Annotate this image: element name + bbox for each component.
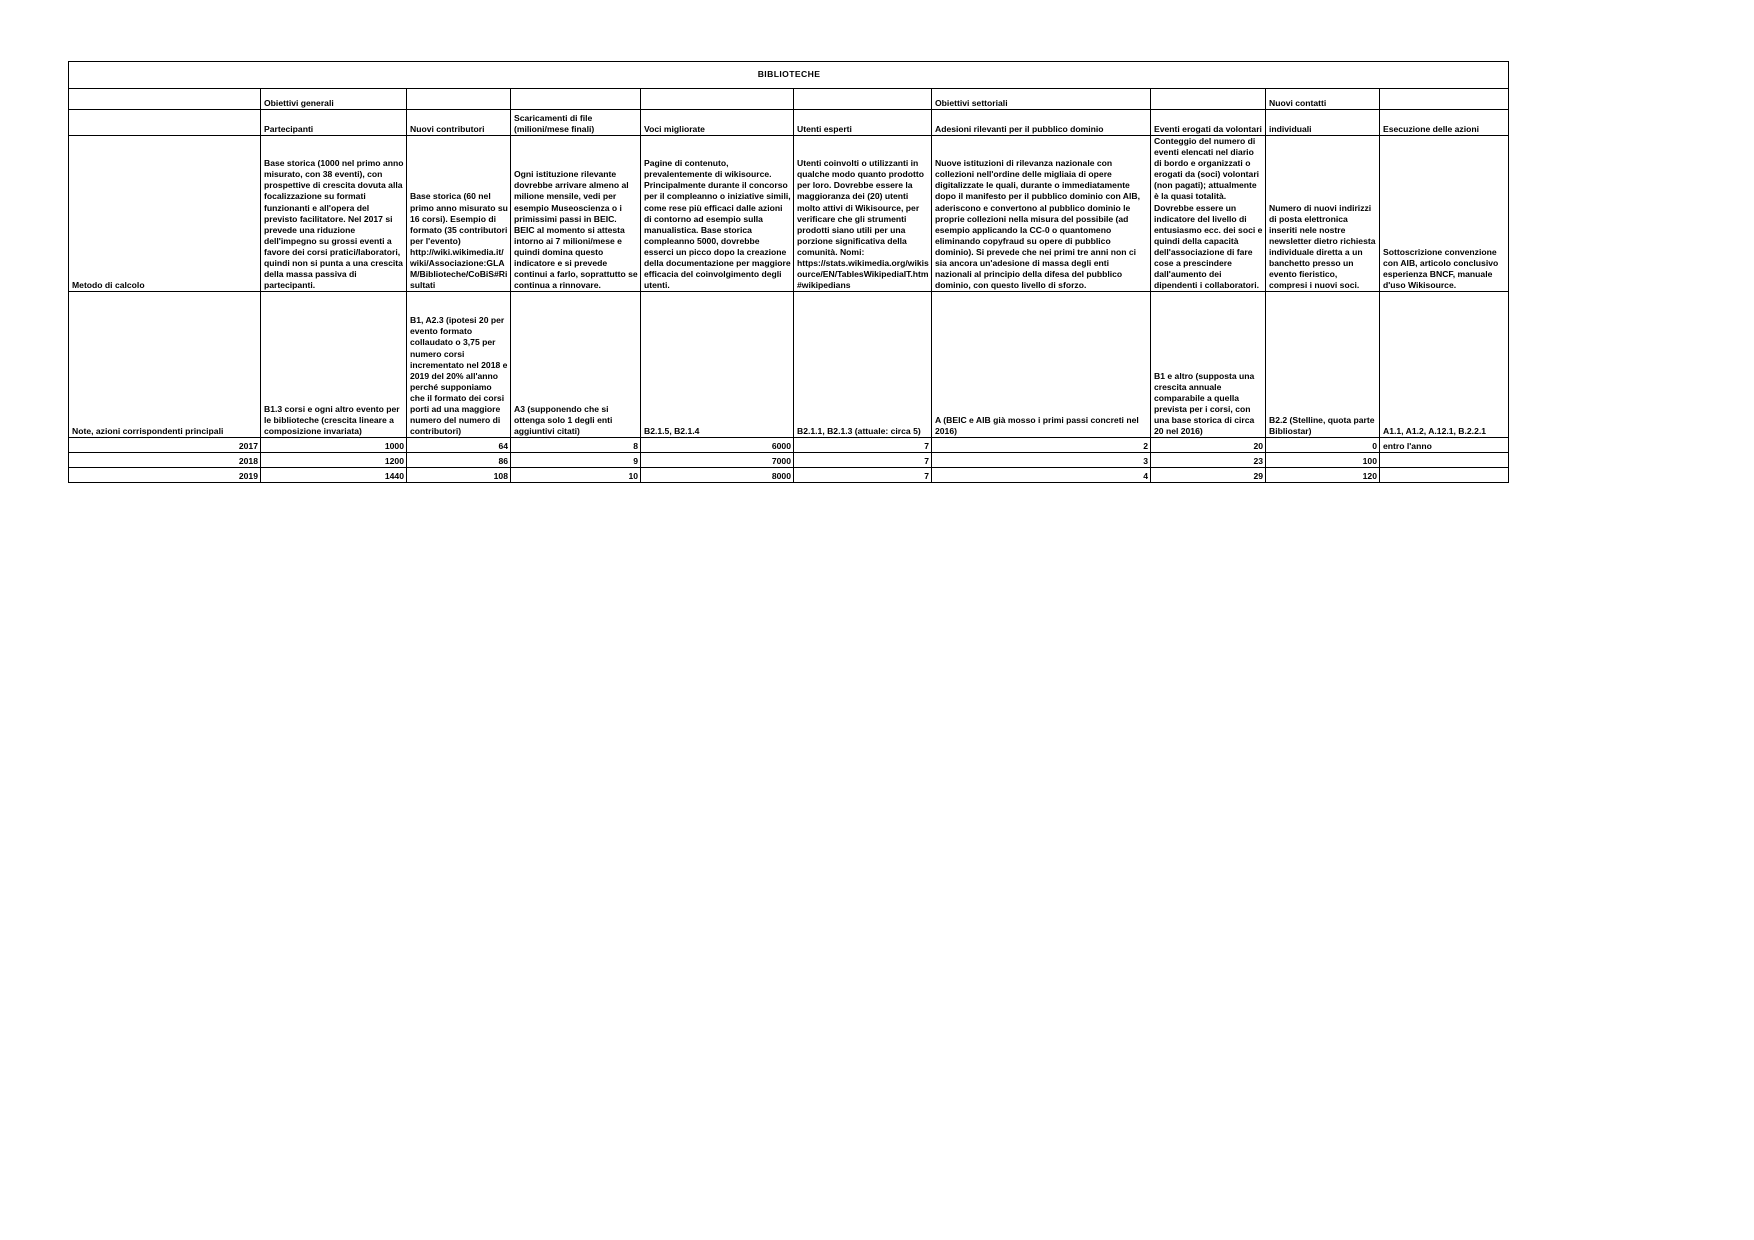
year-value-adesioni: 3 [932,453,1151,468]
year-value-utenti-esperti: 7 [794,453,932,468]
group-header-empty-4 [794,89,932,110]
column-header-eventi-volontari: Eventi erogati da volontari [1151,110,1266,136]
cell-metodo-voci-migliorate: Pagine di contenuto, prevalentemente di wikisource. Principalmente durante il concorso per il compleanno o iniziative simili, come rese più efficaci dalle azioni di contorno ad esempio sulla manualistica. Base storica compleanno 5000, dovrebbe esserci un picco dopo la creazione della documentazione per maggiore efficacia del coinvolgimento degli utenti. [641,136,794,292]
cell-note-adesioni: A (BEIC e AIB già mosso i primi passi concreti nel 2016) [932,292,1151,438]
table-row-note [69,292,1509,438]
spreadsheet-sheet [68,61,1508,483]
year-value-scaricamenti: 9 [511,453,641,468]
column-header-partecipanti: Partecipanti [261,110,407,136]
column-header-nuovi-contributori: Nuovi contributori [407,110,511,136]
table-row-year [69,468,1509,483]
year-value-nuovi-contributori: 86 [407,453,511,468]
group-header-empty-1 [407,89,511,110]
cell-metodo-esecuzione: Sottoscrizione convenzione con AIB, articolo conclusivo esperienza BNCF, manuale d'uso Wikisource. [1380,136,1509,292]
cell-metodo-scaricamenti: Ogni istituzione rilevante dovrebbe arrivare almeno al milione mensile, vedi per esempio Museoscienza o i primissimi passi in BEIC. BEIC al momento si attesta intorno ai 7 milioni/mese e quindi domina questo indicatore e si prevede continui a farlo, soprattutto se continua a rinnovare. [511,136,641,292]
year-value-scaricamenti: 10 [511,468,641,483]
year-value-eventi-volontari: 29 [1151,468,1266,483]
year-label: 2018 [69,453,261,468]
cell-note-partecipanti: B1.3 corsi e ogni altro evento per le biblioteche (crescita lineare a composizione invariata) [261,292,407,438]
cell-note-scaricamenti: A3 (supponendo che si ottenga solo 1 degli enti aggiuntivi citati) [511,292,641,438]
cell-metodo-nuovi-contributori: Base storica (60 nel primo anno misurato su 16 corsi). Esempio di formato (35 contributori per l'evento) http://wiki.wikimedia.it/wiki/Associazione:GLAM/Biblioteche/CoBiS#Risultati [407,136,511,292]
group-header-empty-6 [1380,89,1509,110]
cell-metodo-adesioni: Nuove istituzioni di rilevanza nazionale con collezioni nell'ordine delle migliaia di opere digitalizzate le quali, durante o immediatamente dopo il manifesto per il pubblico dominio con AIB, aderiscono e convertono al pubblico dominio le proprie collezioni nella misura del possibile (ad esempio applicando la CC-0 o quantomeno eliminando copyfraud su opere di pubblico dominio). Si prevede che nei primi tre anni non ci sia ancora un'adesione di massa degli enti nazionali al principio della difesa del pubblico dominio, con questo livello di sforzo. [932,136,1151,292]
column-header-utenti-esperti: Utenti esperti [794,110,932,136]
cell-note-utenti-esperti: B2.1.1, B2.1.3 (attuale: circa 5) [794,292,932,438]
group-header-obiettivi-settoriali: Obiettivi settoriali [932,89,1151,110]
cell-note-esecuzione: A1.1, A1.2, A.12.1, B.2.2.1 [1380,292,1509,438]
year-value-partecipanti: 1440 [261,468,407,483]
page-title: BIBLIOTECHE [69,62,1509,89]
column-header-scaricamenti: Scaricamenti di file (milioni/mese finali) [511,110,641,136]
year-value-nuovi-contributori: 108 [407,468,511,483]
year-value-esecuzione [1380,453,1509,468]
year-value-voci-migliorate: 7000 [641,453,794,468]
table-row-year [69,438,1509,453]
group-header-nuovi-contatti: Nuovi contatti [1266,89,1380,110]
group-header-empty-0 [69,89,261,110]
year-value-esecuzione: entro l'anno [1380,438,1509,453]
year-value-eventi-volontari: 23 [1151,453,1266,468]
biblioteche-table [68,61,1509,483]
group-header-empty-2 [511,89,641,110]
year-value-nuovi-contributori: 64 [407,438,511,453]
year-value-voci-migliorate: 6000 [641,438,794,453]
cell-metodo-contatti-individuali: Numero di nuovi indirizzi di posta elettronica inseriti nele nostre newsletter dietro richiesta individuale diretta a un banchetto presso un evento fieristico, compresi i nuovi soci. [1266,136,1380,292]
row-label-note: Note, azioni corrispondenti principali [69,292,261,438]
year-value-esecuzione [1380,468,1509,483]
cell-note-voci-migliorate: B2.1.5, B2.1.4 [641,292,794,438]
cell-note-nuovi-contributori: B1, A2.3 (ipotesi 20 per evento formato collaudato o 3,75 per numero corsi incrementato nel 2018 e 2019 del 20% all'anno perché supponiamo che il formato dei corsi porti ad una maggiore numero del numero di contributori) [407,292,511,438]
column-header-row-label [69,110,261,136]
year-label: 2019 [69,468,261,483]
group-header-obiettivi-generali: Obiettivi generali [261,89,407,110]
year-value-voci-migliorate: 8000 [641,468,794,483]
table-row-metodo-di-calcolo [69,136,1509,292]
column-header-esecuzione: Esecuzione delle azioni [1380,110,1509,136]
cell-note-contatti-individuali: B2.2 (Stelline, quota parte Bibliostar) [1266,292,1380,438]
column-header-row [69,110,1509,136]
year-value-eventi-volontari: 20 [1151,438,1266,453]
column-header-contatti-individuali: individuali [1266,110,1380,136]
row-label-metodo: Metodo di calcolo [69,136,261,292]
year-value-partecipanti: 1000 [261,438,407,453]
cell-metodo-utenti-esperti: Utenti coinvolti o utilizzanti in qualche modo quanto prodotto per loro. Dovrebbe essere la maggioranza dei (20) utenti molto attivi di Wikisource, per verificare che gli strumenti prodotti siano utili per una porzione significativa della comunità. Nomi: https://stats.wikimedia.org/wikisource/EN/TablesWikipediaIT.htm#wikipedians [794,136,932,292]
cell-note-eventi-volontari: B1 e altro (supposta una crescita annuale comparabile a quella prevista per i corsi, con una base storica di circa 20 nel 2016) [1151,292,1266,438]
table-row-year [69,453,1509,468]
column-header-adesioni: Adesioni rilevanti per il pubblico dominio [932,110,1151,136]
year-value-utenti-esperti: 7 [794,468,932,483]
cell-metodo-eventi-volontari: Conteggio del numero di eventi elencati nel diario di bordo e organizzati o erogati da (soci) volontari (non pagati); attualmente è la quasi totalità. Dovrebbe essere un indicatore del livello di entusiasmo ecc. dei soci e quindi della capacità dell'associazione di fare cose a prescindere dall'aumento dei dipendenti i collaboratori. [1151,136,1266,292]
year-value-adesioni: 2 [932,438,1151,453]
year-value-utenti-esperti: 7 [794,438,932,453]
year-value-contatti-individuali: 0 [1266,438,1380,453]
year-label: 2017 [69,438,261,453]
year-value-adesioni: 4 [932,468,1151,483]
year-value-scaricamenti: 8 [511,438,641,453]
cell-metodo-partecipanti: Base storica (1000 nel primo anno misurato, con 38 eventi), con prospettive di crescita dovuta alla focalizzazione su formati funzionanti e all'opera del previsto facilitatore. Nel 2017 si prevede una riduzione dell'impegno su grossi eventi a favore dei corsi pratici/laboratori, quindi non si punta a una crescita della massa passiva di partecipanti. [261,136,407,292]
year-value-contatti-individuali: 100 [1266,453,1380,468]
table-title-row [69,62,1509,89]
year-value-contatti-individuali: 120 [1266,468,1380,483]
group-header-empty-3 [641,89,794,110]
column-header-voci-migliorate: Voci migliorate [641,110,794,136]
group-header-row [69,89,1509,110]
group-header-empty-5 [1151,89,1266,110]
year-value-partecipanti: 1200 [261,453,407,468]
